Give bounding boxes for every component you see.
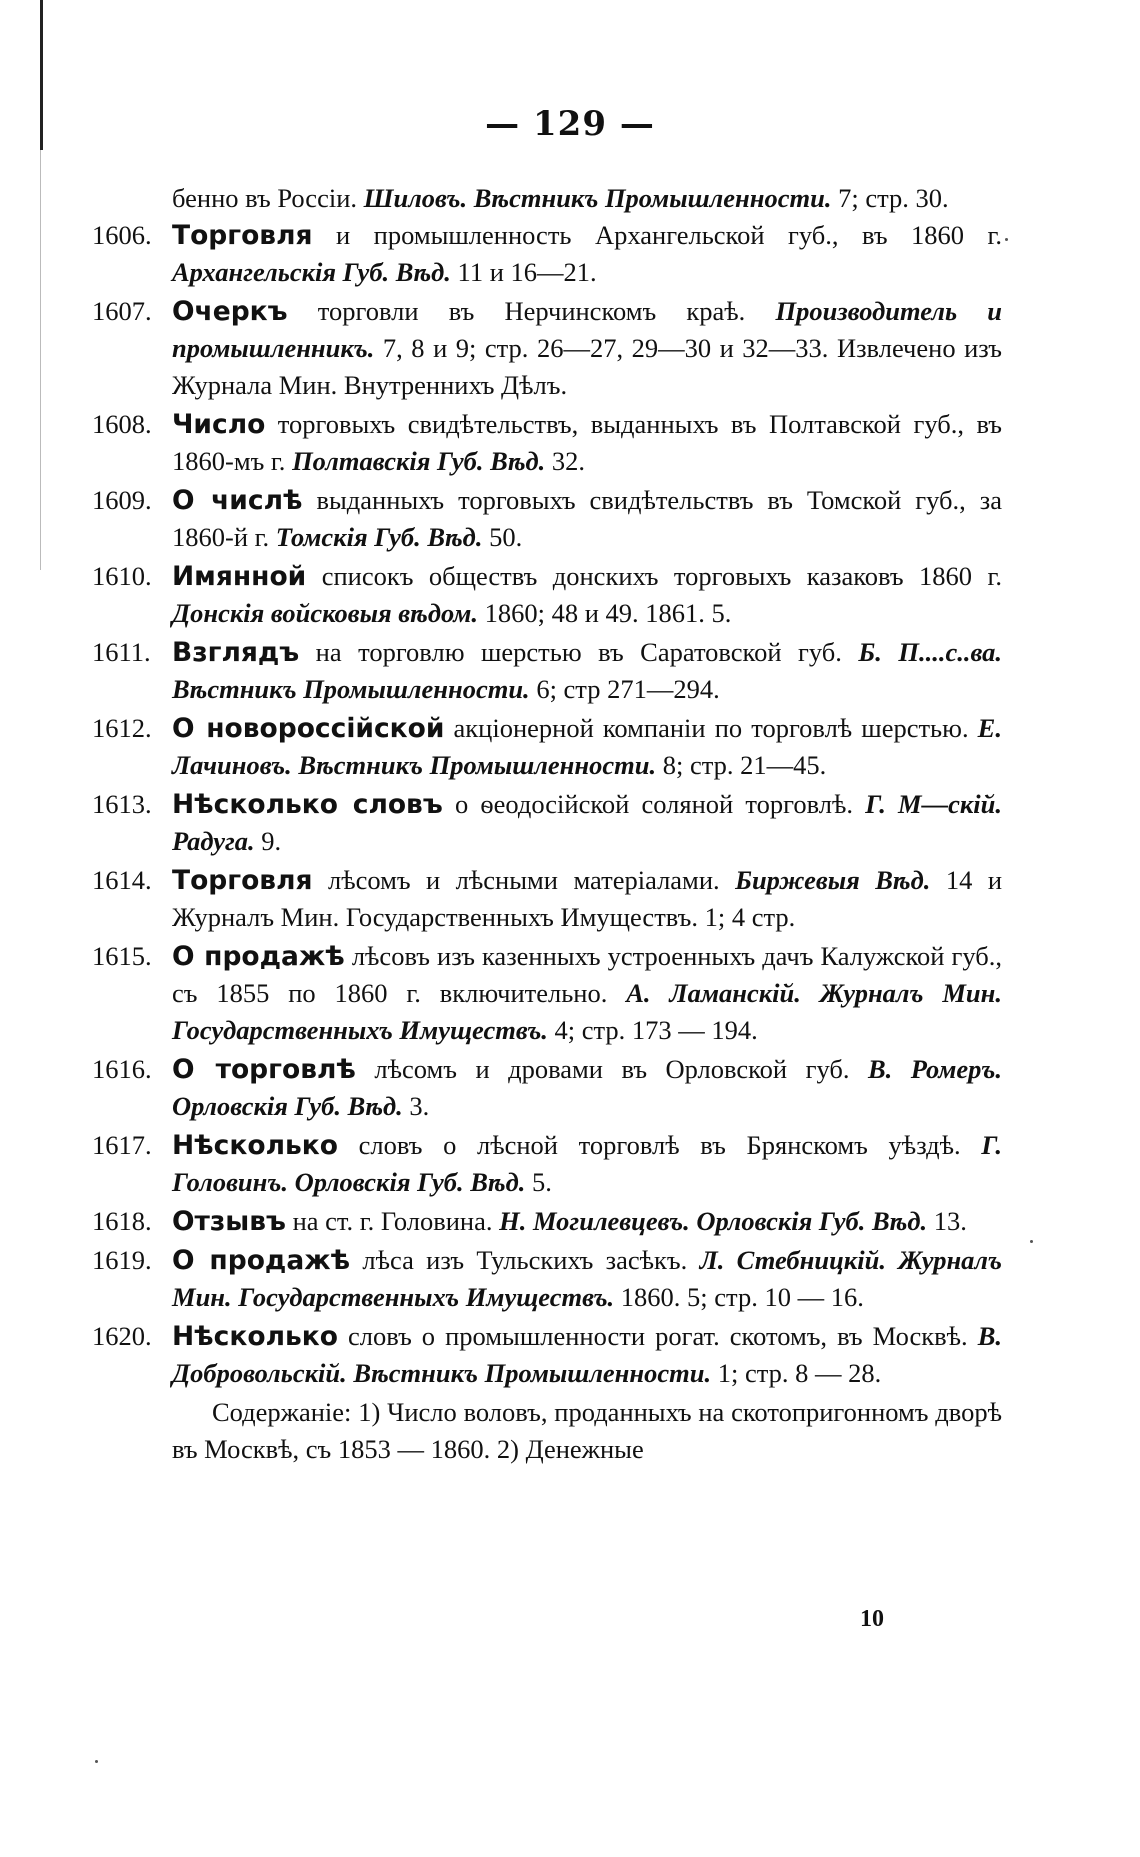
entry-text: словъ о лѣсной торговлѣ въ Брянскомъ уѣздѣ. — [337, 1130, 982, 1160]
entry-body — [172, 862, 1002, 936]
entry-number: 1615. — [92, 941, 152, 971]
entry-1620 — [92, 1318, 1002, 1392]
entry-source: Донскія войсковыя вѣдом. — [172, 598, 478, 628]
entry-text: на торговлю шерстью въ Саратовской губ. — [299, 637, 859, 667]
entry-lead: Нѣсколько — [172, 1321, 338, 1352]
entry-body — [172, 1318, 1002, 1392]
entry-lead: Взглядъ — [172, 637, 300, 668]
entry-number: 1611. — [92, 637, 151, 667]
entry-source: Е. Лачиновъ. Вѣстникъ Промышленности. — [172, 713, 1002, 780]
entry-text: лѣсовъ изъ казенныхъ устроенныхъ дачъ Калужской губ., съ 1855 по 1860 г. включительно. — [172, 941, 1002, 1008]
entry-1607 — [92, 293, 1002, 404]
entry-text: словъ о промышленности рогат. скотомъ, въ Москвѣ. — [337, 1321, 978, 1351]
entry-body — [172, 1127, 1002, 1201]
entry-1614 — [92, 862, 1002, 936]
entry-text: лѣсомъ и дровами въ Орловской губ. — [355, 1054, 868, 1084]
entry-source: Архангельскія Губ. Вѣд. — [172, 257, 451, 287]
entry-post: 50. — [482, 522, 523, 552]
entry-post: 1; стр. 8 — 28. — [711, 1358, 882, 1388]
entry-lead: О числѣ — [172, 485, 303, 516]
entry-lead: Торговля — [172, 865, 313, 896]
entry-post: 32. — [545, 446, 586, 476]
continuation-text: бенно въ Россіи. Шиловъ. Вѣстникъ Промышленности. 7; стр. 30. — [172, 183, 949, 213]
entry-1615 — [92, 938, 1002, 1049]
entry-1610 — [92, 558, 1002, 632]
bibliography-list — [92, 180, 1002, 1468]
entry-1608 — [92, 406, 1002, 480]
entry-number: 1609. — [92, 485, 152, 515]
entry-body — [172, 938, 1002, 1049]
entry-body — [172, 482, 1002, 556]
entry-source: Полтавскія Губ. Вѣд. — [292, 446, 546, 476]
entry-lead: О торговлѣ — [172, 1054, 356, 1085]
entry-post: 3. — [402, 1091, 430, 1121]
entry-body — [172, 1242, 1002, 1316]
entry-source: Томскія Губ. Вѣд. — [275, 522, 483, 552]
entry-post: 6; стр 271—294. — [529, 674, 720, 704]
page-number: — 129 — — [485, 104, 655, 144]
entry-number: 1608. — [92, 409, 152, 439]
entry-text: и промышленность Архангельской губ., въ 1860 г. — [312, 220, 1002, 250]
entry-post: 5. — [525, 1167, 552, 1197]
entry-lead: Нѣсколько — [172, 1130, 338, 1161]
entry-source: Г. Головинъ. Орловскія Губ. Вѣд. — [172, 1130, 1002, 1197]
entry-post: 9. — [254, 826, 282, 856]
entries-container — [92, 217, 1002, 1392]
speck — [1005, 238, 1008, 241]
entry-post: 4; стр. 173 — 194. — [547, 1015, 758, 1045]
entry-lead: Отзывъ — [172, 1206, 286, 1237]
entry-1616 — [92, 1051, 1002, 1125]
entry-text: о ѳеодосійской соляной торговлѣ. — [442, 789, 866, 819]
entry-1609 — [92, 482, 1002, 556]
entry-lead: О новороссійской — [172, 713, 445, 744]
entry-source: Л. Стебницкій. Журналъ Мин. Государственныхъ Имуществъ. — [172, 1245, 1002, 1312]
entry-text: лѣса изъ Тульскихъ засѣкъ. — [350, 1245, 700, 1275]
speck — [1030, 1240, 1033, 1243]
entry-number: 1607. — [92, 296, 152, 326]
entry-number: 1612. — [92, 713, 152, 743]
entry-source: Г. М—скій. Радуга. — [172, 789, 1003, 856]
entry-body — [172, 710, 1002, 784]
entry-text: лѣсомъ и лѣсными матеріалами. — [312, 865, 736, 895]
entry-post: 11 и 16—21. — [450, 257, 597, 287]
entry-source: Б. П....с..ва. Вѣстникъ Промышленности. — [172, 637, 1002, 704]
entry-body — [172, 406, 1002, 480]
entry-source: А. Ламанскій. Журналъ Мин. Государственныхъ Имуществъ. — [172, 978, 1002, 1045]
entry-number: 1620. — [92, 1321, 152, 1351]
entry-number: 1617. — [92, 1130, 152, 1160]
entry-source: В. Добровольскій. Вѣстникъ Промышленности. — [172, 1321, 1002, 1388]
entry-text: списокъ обществъ донскихъ торговыхъ казаковъ 1860 г. — [306, 561, 1002, 591]
entry-number: 1618. — [92, 1206, 152, 1236]
entry-1606 — [92, 217, 1002, 291]
entry-post: 8; стр. 21—45. — [656, 750, 827, 780]
entry-number: 1616. — [92, 1054, 152, 1084]
entry-number: 1619. — [92, 1245, 152, 1275]
entry-lead: Нѣсколько словъ — [172, 789, 443, 820]
page-edge-line-faint — [40, 150, 41, 570]
entry-number: 1613. — [92, 789, 152, 819]
entry-source: Н. Могилевцевъ. Орловскія Губ. Вѣд. — [499, 1206, 928, 1236]
entry-number: 1614. — [92, 865, 152, 895]
entry-lead: Имянной — [172, 561, 307, 592]
entry-1613 — [92, 786, 1002, 860]
entry-text: на ст. г. Головина. — [285, 1206, 500, 1236]
entry-source: В. Ромеръ. Орловскія Губ. Вѣд. — [172, 1054, 1002, 1121]
entry-body — [172, 217, 1002, 291]
entry-post: 7, 8 и 9; стр. 26—27, 29—30 и 32—33. Извлечено изъ Журнала Мин. Внутреннихъ Дѣлъ. — [172, 333, 1002, 400]
entry-body — [172, 558, 1002, 632]
entry-body — [172, 1203, 1002, 1240]
entry-text: выданныхъ торговыхъ свидѣтельствъ въ Томской губ., за 1860-й г. — [172, 485, 1002, 552]
entry-1611 — [92, 634, 1002, 708]
entry-body — [172, 786, 1002, 860]
entry-1617 — [92, 1127, 1002, 1201]
entry-source: Биржевыя Вѣд. — [735, 865, 931, 895]
entry-1619 — [92, 1242, 1002, 1316]
entry-text: акціонерной компаніи по торговлѣ шерстью. — [444, 713, 978, 743]
entry-body — [172, 1051, 1002, 1125]
entry-1618 — [92, 1203, 1002, 1240]
entry-post: 1860; 48 и 49. 1861. 5. — [478, 598, 732, 628]
entry-text: торговыхъ свидѣтельствъ, выданныхъ въ Полтавской губ., въ 1860-мъ г. — [172, 409, 1002, 476]
entry-lead: Очеркъ — [172, 296, 288, 327]
entry-text: торговли въ Нерчинскомъ краѣ. — [287, 296, 776, 326]
source-title: Шиловъ. Вѣстникъ Промышленности. — [363, 183, 832, 213]
signature-mark: 10 — [860, 1606, 884, 1632]
entry-lead: Торговля — [172, 220, 313, 251]
entry-post: 13. — [927, 1206, 967, 1236]
entry-post: 1860. 5; стр. 10 — 16. — [614, 1282, 864, 1312]
entry-source: Производитель и промышленникъ. — [172, 296, 1003, 363]
entry-1612 — [92, 710, 1002, 784]
entry-lead: О продажѣ — [172, 941, 345, 972]
entry-number: 1606. — [92, 220, 152, 250]
entry-body — [172, 634, 1002, 708]
contents-paragraph: Содержаніе: 1) Число воловъ, проданныхъ на скотопригонномъ дворѣ въ Москвѣ, съ 1853 — 1860. 2) Денежные — [172, 1397, 1002, 1464]
speck — [95, 1760, 98, 1763]
entry-body — [172, 293, 1002, 404]
entry-lead: Число — [172, 409, 266, 440]
entry-lead: О продажѣ — [172, 1245, 351, 1276]
entry-number: 1610. — [92, 561, 152, 591]
entry-post: 14 и Журналъ Мин. Государственныхъ Имуществъ. 1; 4 стр. — [172, 865, 1003, 932]
